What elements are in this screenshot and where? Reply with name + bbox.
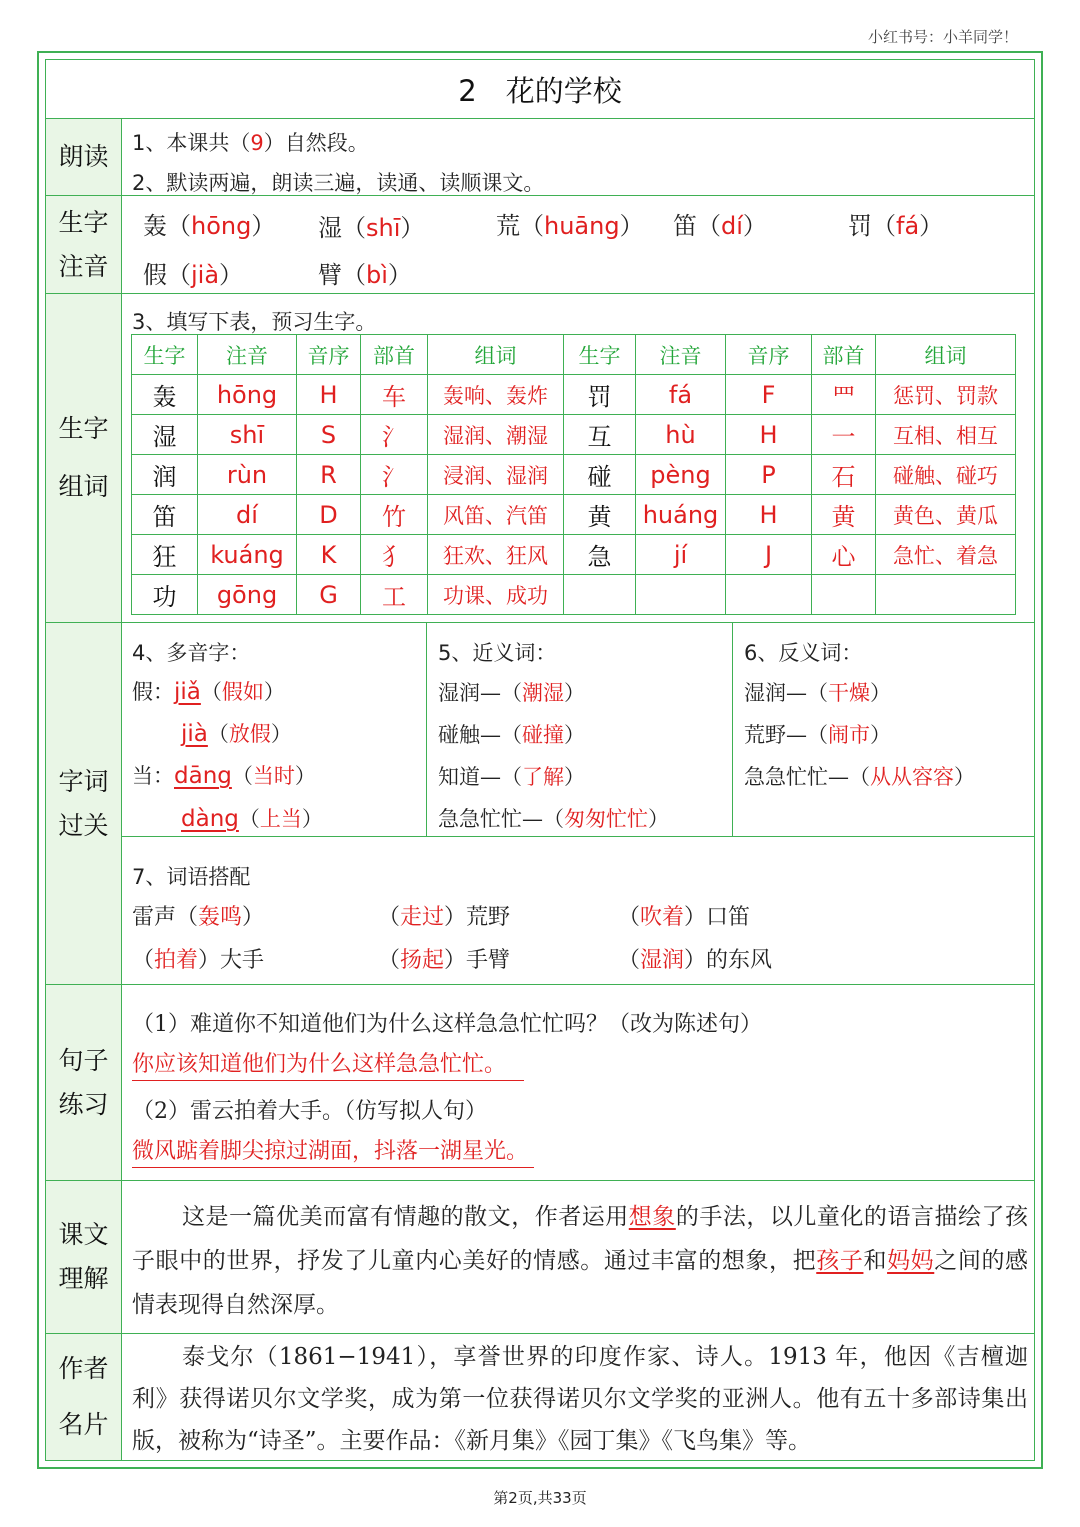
pinyin-item: 笛（dí） <box>673 212 767 240</box>
table-cell: 功 <box>132 575 198 615</box>
pinyin-item: 假（jià） <box>143 261 244 289</box>
table-header-cell: 生字 <box>132 335 198 375</box>
table-cell: 黄 <box>564 495 636 535</box>
table-cell: 轰响、轰炸 <box>428 375 564 415</box>
table-intro: 3、填写下表，预习生字。 <box>132 310 377 334</box>
table-cell: jí <box>636 535 726 575</box>
table-cell: 互相、相互 <box>876 415 1016 455</box>
table-row <box>132 455 1016 495</box>
label-understanding: 课文 理解 <box>46 1181 121 1333</box>
pinyin-item: 臂（bì） <box>318 261 412 289</box>
collocation-item: （湿润）的东风 <box>618 948 773 973</box>
page-footer: 第2页,共33页 <box>493 1489 587 1507</box>
collocation-item: （吹着）口笛 <box>618 905 751 930</box>
author-paragraph: 泰戈尔（1861−1941），享誉世界的印度作家、诗人。1913 年，他因《吉檀迦利》获得诺贝尔文学奖，成为第一位获得诺贝尔文学奖的亚洲人。他有五十多部诗集出版，被称为“诗圣”。主要作品：《新月集》《园丁集》《飞鸟集》等。 <box>132 1344 1028 1454</box>
table-cell: 一 <box>812 415 876 455</box>
table-row <box>132 535 1016 575</box>
antonym-item: 湿润—（干燥） <box>744 681 891 705</box>
table-cell: 心 <box>812 535 876 575</box>
table-header-cell: 组词 <box>428 335 564 375</box>
table-cell: rùn <box>198 455 297 495</box>
table-cell: 氵 <box>361 455 428 495</box>
table-cell: 功课、成功 <box>428 575 564 615</box>
table-header-cell: 部首 <box>812 335 876 375</box>
table-cell: 狂欢、狂风 <box>428 535 564 575</box>
vocab-table <box>131 334 1016 615</box>
pinyin-item: 湿（shī） <box>318 214 425 242</box>
sentence-answer-2: 微风踮着脚尖掠过湖面，抖落一湖星光。 <box>132 1137 534 1168</box>
sentence-question-2: （2）雷云拍着大手。（仿写拟人句） <box>132 1099 487 1124</box>
label-vocab: 字词 过关 <box>46 623 121 984</box>
collocation-title: 7、词语搭配 <box>132 865 251 889</box>
table-cell <box>636 575 726 615</box>
table-cell: dí <box>198 495 297 535</box>
table-cell: 急忙、着急 <box>876 535 1016 575</box>
collocation-item: （扬起）手臂 <box>378 948 511 973</box>
table-cell: 石 <box>812 455 876 495</box>
label-author: 作者 名片 <box>46 1334 121 1460</box>
polyphone-title: 4、多音字： <box>132 641 251 665</box>
table-cell: huáng <box>636 495 726 535</box>
label-pinyin: 生字 注音 <box>46 196 121 293</box>
table-cell: G <box>297 575 361 615</box>
table-cell <box>726 575 812 615</box>
understanding-paragraph: 这是一篇优美而富有情趣的散文，作者运用想象的手法，以儿童化的语言描绘了孩子眼中的世界，抒发了儿童内心美好的情感。通过丰富的想象，把孩子和妈妈之间的感情表现得自然深厚。 <box>132 1204 1029 1318</box>
polyphone-item: jià（放假） <box>181 721 292 747</box>
antonym-item: 荒野—（闹市） <box>744 723 891 747</box>
synonym-item: 急急忙忙—（匆匆忙忙） <box>438 807 669 831</box>
table-cell: J <box>726 535 812 575</box>
table-cell: shī <box>198 415 297 455</box>
sentence-answer-1: 你应该知道他们为什么这样急急忙忙。 <box>132 1050 524 1081</box>
label-reading: 朗读 <box>46 119 121 195</box>
table-cell: 碰触、碰巧 <box>876 455 1016 495</box>
table-header-cell: 组词 <box>876 335 1016 375</box>
table-cell: 犭 <box>361 535 428 575</box>
table-cell: 黄 <box>812 495 876 535</box>
pinyin-item: 轰（hōng） <box>143 212 276 240</box>
table-cell: 氵 <box>361 415 428 455</box>
table-cell: 轰 <box>132 375 198 415</box>
table-cell: K <box>297 535 361 575</box>
table-cell: 碰 <box>564 455 636 495</box>
table-cell: 润 <box>132 455 198 495</box>
polyphone-item: 当：dāng（当时） <box>132 763 316 789</box>
table-cell: gōng <box>198 575 297 615</box>
reading-line-1: 1、本课共（9）自然段。 <box>132 131 369 155</box>
table-cell: H <box>726 495 812 535</box>
reading-line-2: 2、默读两遍，朗读三遍，读通、读顺课文。 <box>132 171 545 195</box>
table-row <box>132 575 1016 615</box>
label-words: 生字 组词 <box>46 294 121 622</box>
table-cell: 罒 <box>812 375 876 415</box>
table-cell: R <box>297 455 361 495</box>
page-title: 2 花的学校 <box>458 74 622 108</box>
table-cell <box>876 575 1016 615</box>
table-cell: H <box>297 375 361 415</box>
table-cell: 狂 <box>132 535 198 575</box>
table-header-cell: 生字 <box>564 335 636 375</box>
synonym-item: 碰触—（碰撞） <box>438 723 585 747</box>
table-cell <box>564 575 636 615</box>
synonym-item: 湿润—（潮湿） <box>438 681 585 705</box>
table-cell: 湿润、潮湿 <box>428 415 564 455</box>
table-cell: H <box>726 415 812 455</box>
antonyms-title: 6、反义词： <box>744 641 863 665</box>
sentence-question-1: （1）难道你不知道他们为什么这样急急忙忙吗？（改为陈述句） <box>132 1012 762 1037</box>
table-cell <box>812 575 876 615</box>
table-cell: S <box>297 415 361 455</box>
label-sentence: 句子 练习 <box>46 985 121 1180</box>
table-cell: kuáng <box>198 535 297 575</box>
table-row <box>132 375 1016 415</box>
pinyin-item: 荒（huāng） <box>496 212 644 240</box>
table-cell: 车 <box>361 375 428 415</box>
table-row <box>132 415 1016 455</box>
table-header-cell: 注音 <box>636 335 726 375</box>
table-cell: hù <box>636 415 726 455</box>
table-header-cell: 音序 <box>297 335 361 375</box>
table-cell: 湿 <box>132 415 198 455</box>
collocation-item: （拍着）大手 <box>132 948 265 973</box>
table-cell: 惩罚、罚款 <box>876 375 1016 415</box>
synonym-item: 知道—（了解） <box>438 765 585 789</box>
table-cell: hōng <box>198 375 297 415</box>
antonym-item: 急急忙忙—（从从容容） <box>744 765 975 789</box>
table-cell: P <box>726 455 812 495</box>
table-cell: 笛 <box>132 495 198 535</box>
table-header-cell: 注音 <box>198 335 297 375</box>
collocation-item: （走过）荒野 <box>378 905 511 930</box>
table-cell: 急 <box>564 535 636 575</box>
table-header-row <box>132 335 1016 375</box>
table-cell: F <box>726 375 812 415</box>
table-cell: fá <box>636 375 726 415</box>
polyphone-item: dàng（上当） <box>181 806 323 832</box>
table-cell: 黄色、黄瓜 <box>876 495 1016 535</box>
table-cell: 浸润、湿润 <box>428 455 564 495</box>
table-cell: 风笛、汽笛 <box>428 495 564 535</box>
polyphone-item: 假：jiǎ（假如） <box>132 679 285 705</box>
table-cell: 互 <box>564 415 636 455</box>
table-row <box>132 495 1016 535</box>
table-header-cell: 部首 <box>361 335 428 375</box>
table-cell: 竹 <box>361 495 428 535</box>
collocation-item: 雷声（轰鸣） <box>132 905 265 930</box>
synonyms-title: 5、近义词： <box>438 641 557 665</box>
table-header-cell: 音序 <box>726 335 812 375</box>
pinyin-item: 罚（fá） <box>848 212 944 240</box>
table-cell: 罚 <box>564 375 636 415</box>
table-cell: pèng <box>636 455 726 495</box>
table-cell: D <box>297 495 361 535</box>
table-cell: 工 <box>361 575 428 615</box>
brand-watermark: 小红书号：小羊同学！ <box>867 28 1018 46</box>
